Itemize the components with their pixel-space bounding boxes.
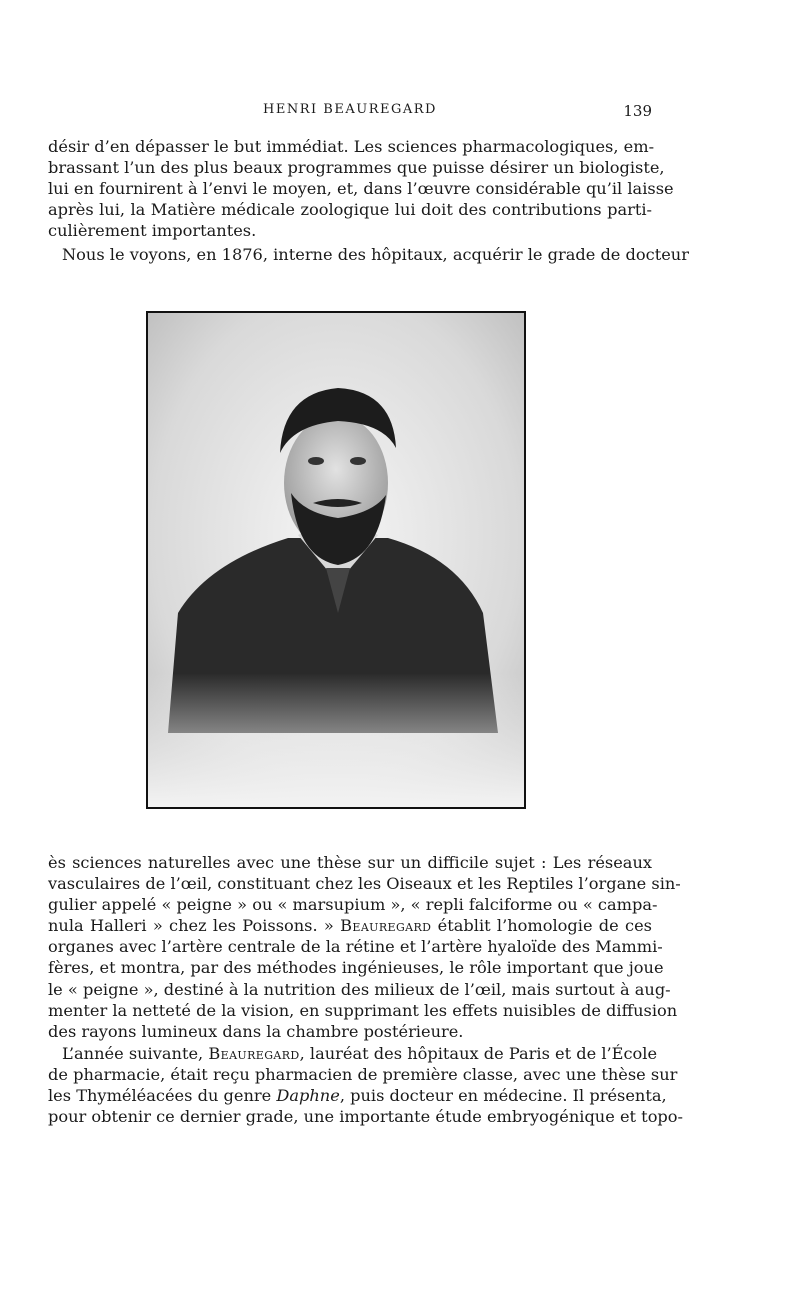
text-line-with-name: [48, 1043, 658, 1064]
text-line: organes avec l’artère centrale de la rétine et l’artère hyaloïde des Mammi-: [48, 937, 663, 957]
text-line: gulier appelé « peigne » ou « marsupium », « repli falciforme ou « campa-: [48, 895, 658, 915]
text-line: désir d’en dépasser le but immédiat. Les sciences pharmacologiques, em-: [48, 137, 655, 156]
text-line: pour obtenir ce dernier grade, une importante étude embryogénique et topo-: [48, 1107, 684, 1127]
paragraph-4: [48, 1043, 684, 1127]
text-line-with-italic: [48, 1085, 667, 1106]
text-line: des rayons lumineux dans la chambre postérieure.: [48, 1021, 464, 1041]
text-line: vasculaires de l’œil, constituant chez les Oiseaux et les Reptiles l’organe sin-: [48, 874, 681, 894]
page-header: [48, 102, 652, 124]
text-segment: , lauréat des hôpitaux de Paris et de l’École: [299, 1044, 658, 1063]
text-line: ès sciences naturelles avec une thèse sur un difficile sujet : Les réseaux: [48, 853, 652, 872]
text-line: le « peigne », destiné à la nutrition des milieux de l’œil, mais surtout à aug-: [48, 979, 671, 999]
running-title: HENRI BEAUREGARD: [263, 102, 437, 117]
text-segment: les Thyméléacées du genre: [48, 1086, 272, 1106]
text-line: de pharmacie, était reçu pharmacien de première classe, avec une thèse sur: [48, 1065, 678, 1085]
text-line: fères, et montra, par des méthodes ingénieuses, le rôle important que joue: [48, 958, 664, 978]
text-segment: nula Halleri » chez les Poissons. »: [48, 916, 334, 936]
paragraph-2: [48, 244, 689, 265]
genus-name: Daphne: [276, 1086, 340, 1106]
text-segment: L’année suivante,: [62, 1044, 204, 1063]
text-segment: établit l’homologie de ces: [437, 916, 652, 936]
text-line: menter la netteté de la vision, en supprimant les effets nuisibles de diffusion: [48, 1000, 678, 1020]
text-line: Nous le voyons, en 1876, interne des hôpitaux, acquérir le grade de docteur: [62, 245, 689, 264]
author-name: Beauregard: [208, 1044, 300, 1063]
author-name: Beauregard: [340, 916, 432, 936]
portrait-image: [148, 313, 524, 807]
text-line-with-name: [48, 915, 652, 936]
text-line: brassant l’un des plus beaux programmes que puisse désirer un biologiste,: [48, 158, 665, 178]
page-number: 139: [623, 102, 652, 120]
text-line: culièrement importantes.: [48, 221, 257, 241]
portrait-photograph: [146, 311, 526, 809]
text-line: lui en fournirent à l’envi le moyen, et, dans l’œuvre considérable qu’il laisse: [48, 179, 674, 199]
text-line: après lui, la Matière médicale zoologique lui doit des contributions parti-: [48, 200, 652, 220]
paragraph-3: [48, 852, 681, 1042]
paragraph-1: [48, 136, 674, 241]
text-segment: , puis docteur en médecine. Il présenta,: [339, 1086, 667, 1106]
